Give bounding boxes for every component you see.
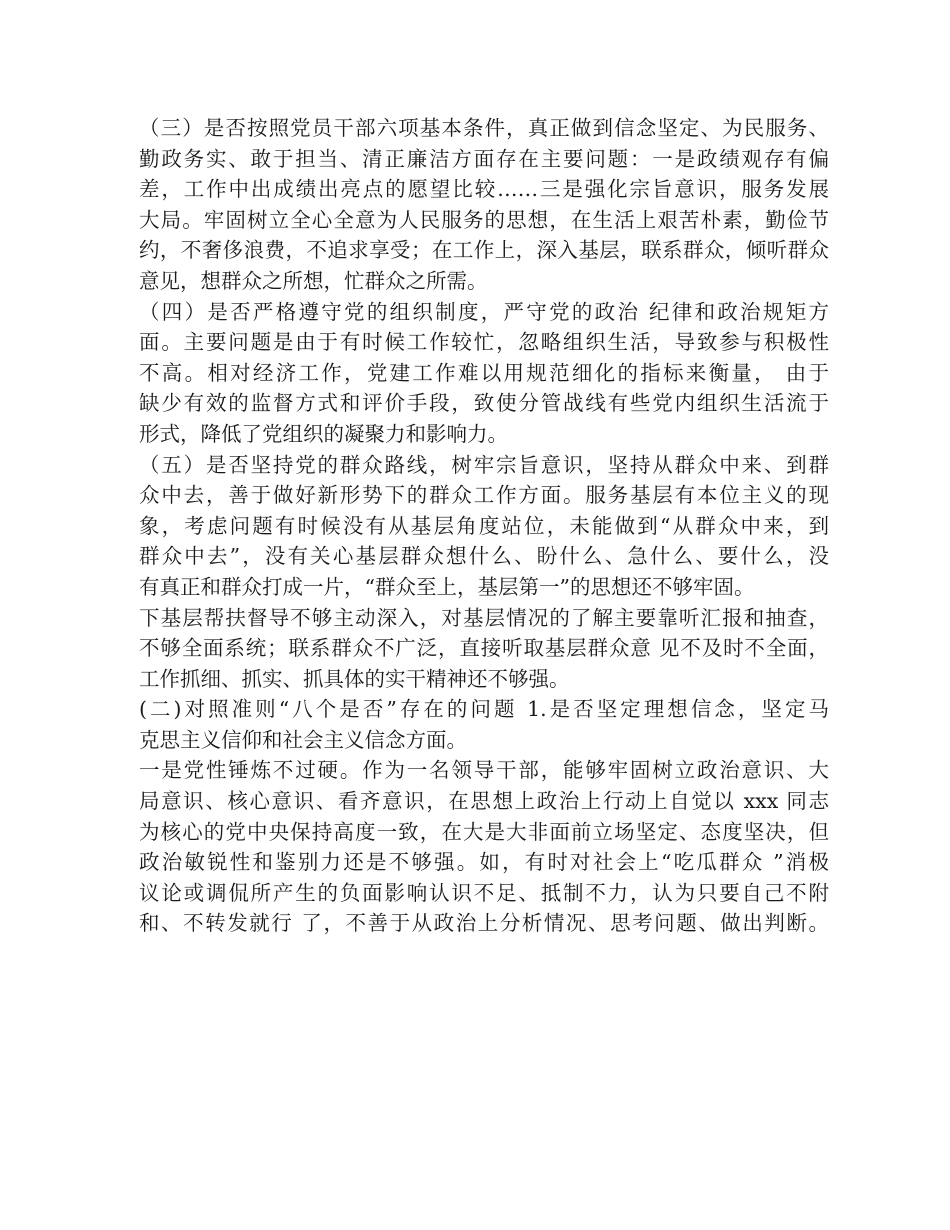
text-line: 一是党性锤炼不过硬。作为一名领导干部，能够牢固树立政治意识、大 [139, 758, 829, 783]
text-line: 意见，想群众之所想，忙群众之所需。 [139, 268, 488, 293]
text-line: 不高。相对经济工作，党建工作难以用规范细化的指标来衡量， 由于 [139, 360, 829, 385]
text-line: 形式，降低了党组织的凝聚力和影响力。 [139, 421, 508, 446]
text-line: （五）是否坚持党的群众路线，树牢宗旨意识，坚持从群众中来、到群 [139, 452, 829, 477]
text-line: 群众中去”，没有关心基层群众想什么、盼什么、急什么、要什么，没 [139, 544, 829, 569]
text-line: 局意识、核心意识、看齐意识，在思想上政治上行动上自觉以 xxx 同志 [139, 789, 829, 814]
text-line: (二)对照准则“八个是否”存在的问题 1.是否坚定理想信念，坚定马 [139, 697, 829, 722]
text-line: 差，工作中出成绩出亮点的愿望比较……三是强化宗旨意识，服务发展 [139, 177, 829, 202]
text-line: 和、不转发就行 了，不善于从政治上分析情况、思考问题、做出判断。 [139, 911, 829, 936]
text-line: 约，不奢侈浪费，不追求享受；在工作上，深入基层，联系群众，倾听群众 [139, 238, 829, 263]
text-line: 不够全面系统；联系群众不广泛，直接听取基层群众意 见不及时不全面， [139, 636, 829, 661]
text-line: 克思主义信仰和社会主义信念方面。 [139, 727, 467, 752]
text-line: 工作抓细、抓实、抓具体的实干精神还不够强。 [139, 666, 570, 691]
text-line: 大局。牢固树立全心全意为人民服务的思想，在生活上艰苦朴素，勤俭节 [139, 207, 829, 232]
text-line: 勤政务实、敢于担当、清正廉洁方面存在主要问题：一是政绩观存有偏 [139, 146, 829, 171]
text-line: 有真正和群众打成一片，“群众至上，基层第一”的思想还不够牢固。 [139, 574, 755, 599]
text-line: 为核心的党中央保持高度一致，在大是大非面前立场坚定、态度坚决，但 [139, 819, 829, 844]
text-line: 众中去，善于做好新形势下的群众工作方面。服务基层有本位主义的现 [139, 483, 829, 508]
text-line: （三）是否按照党员干部六项基本条件，真正做到信念坚定、为民服务、 [139, 116, 829, 140]
text-line: （四）是否严格遵守党的组织制度，严守党的政治 纪律和政治规矩方 [139, 299, 829, 324]
text-line: 议论或调侃所产生的负面影响认识不足、抵制不力，认为只要自己不附 [139, 880, 829, 905]
text-line: 缺少有效的监督方式和评价手段，致使分管战线有些党内组织生活流于 [139, 391, 829, 416]
text-line: 政治敏锐性和鉴别力还是不够强。如，有时对社会上“吃瓜群众 ”消极 [139, 850, 829, 875]
text-line: 象，考虑问题有时候没有从基层角度站位，未能做到“从群众中来，到 [139, 513, 829, 538]
text-line: 下基层帮扶督导不够主动深入，对基层情况的了解主要靠听汇报和抽查， [139, 605, 829, 630]
text-line: 面。主要问题是由于有时候工作较忙，忽略组织生活，导致参与积极性 [139, 330, 829, 355]
document-body [139, 113, 829, 939]
